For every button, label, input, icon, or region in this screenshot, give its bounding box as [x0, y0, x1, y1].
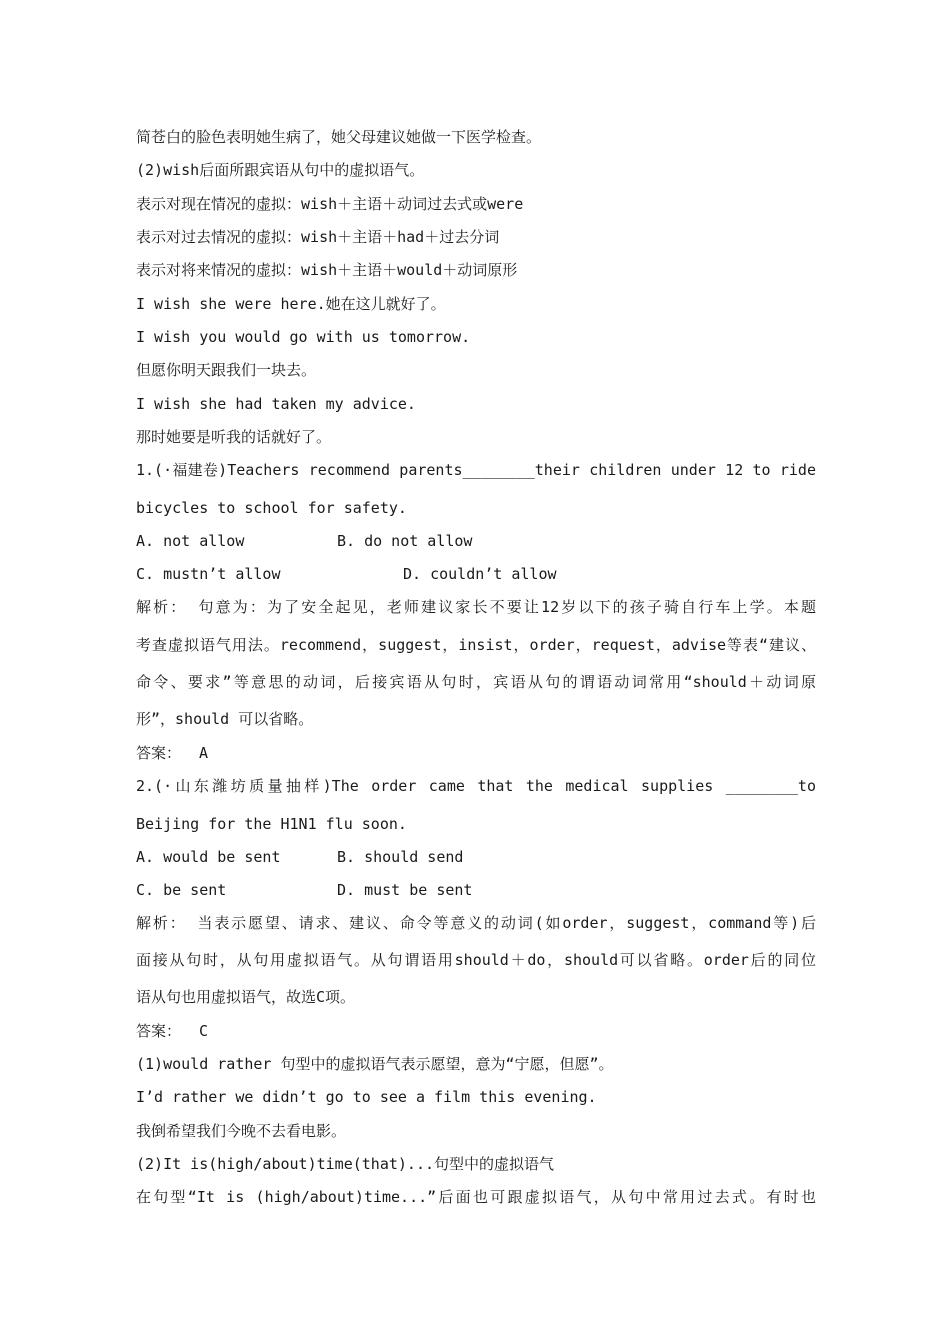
analysis-line: 面接从句时，从句用虚拟语气。从句谓语用should＋do，should可以省略。order后的同位: [136, 951, 816, 969]
text-line: 表示对现在情况的虚拟：wish＋主语＋动词过去式或were: [136, 195, 524, 213]
option-b: B. do not allow: [337, 532, 473, 550]
text-line: 但愿你明天跟我们一块去。: [136, 361, 317, 379]
option-b: B. should send: [337, 848, 464, 866]
option-d: D. must be sent: [337, 881, 473, 899]
analysis-line: 解析： 当表示愿望、请求、建议、命令等意义的动词(如order，suggest，command等)后: [136, 914, 816, 932]
text-line: 在句型“It is (high/about)time...”后面也可跟虚拟语气，从句中常用过去式。有时也: [136, 1188, 816, 1206]
text-line: 表示对将来情况的虚拟：wish＋主语＋would＋动词原形: [136, 261, 518, 279]
analysis-line: 语从句也用虚拟语气，故选C项。: [136, 988, 356, 1006]
text-line: (1)would rather 句型中的虚拟语气表示愿望，意为“宁愿，但愿”。: [136, 1055, 614, 1073]
option-d: D. couldn’t allow: [403, 565, 557, 583]
text-line: 简苍白的脸色表明她生病了，她父母建议她做一下医学检查。: [136, 128, 542, 146]
analysis-line: 考查虚拟语气用法。recommend，suggest，insist，order，request，advise等表“建议、: [136, 636, 816, 654]
option-c: C. mustn’t allow: [136, 565, 281, 583]
text-line: 那时她要是听我的话就好了。: [136, 428, 332, 446]
question-stem: 2.(·山东潍坊质量抽样)The order came that the medical supplies ________to: [136, 777, 816, 795]
option-a: A. would be sent: [136, 848, 281, 866]
option-a: A. not allow: [136, 532, 245, 550]
text-line: 我倒希望我们今晚不去看电影。: [136, 1122, 347, 1140]
text-line: (2)wish后面所跟宾语从句中的虚拟语气。: [136, 161, 425, 179]
option-c: C. be sent: [136, 881, 227, 899]
text-line: I’d rather we didn’t go to see a film this evening.: [136, 1088, 597, 1106]
question-stem: 1.(·福建卷)Teachers recommend parents________their children under 12 to ride: [136, 461, 816, 479]
text-line: I wish she had taken my advice.: [136, 395, 416, 413]
text-line: (2)It is(high/about)time(that)...句型中的虚拟语气: [136, 1155, 555, 1173]
question-stem: bicycles to school for safety.: [136, 499, 407, 517]
text-line: I wish you would go with us tomorrow.: [136, 328, 471, 346]
analysis-line: 形”，should 可以省略。: [136, 710, 314, 728]
answer: 答案： A: [136, 744, 209, 762]
text-line: 表示对过去情况的虚拟：wish＋主语＋had＋过去分词: [136, 228, 500, 246]
text-line: I wish she were here.她在这儿就好了。: [136, 295, 446, 313]
analysis-line: 解析： 句意为：为了安全起见，老师建议家长不要让12岁以下的孩子骑自行车上学。本题: [136, 598, 816, 616]
answer: 答案： C: [136, 1022, 209, 1040]
question-stem: Beijing for the H1N1 flu soon.: [136, 815, 407, 833]
analysis-line: 命令、要求”等意思的动词，后接宾语从句时，宾语从句的谓语动词常用“should＋动词原: [136, 673, 816, 691]
